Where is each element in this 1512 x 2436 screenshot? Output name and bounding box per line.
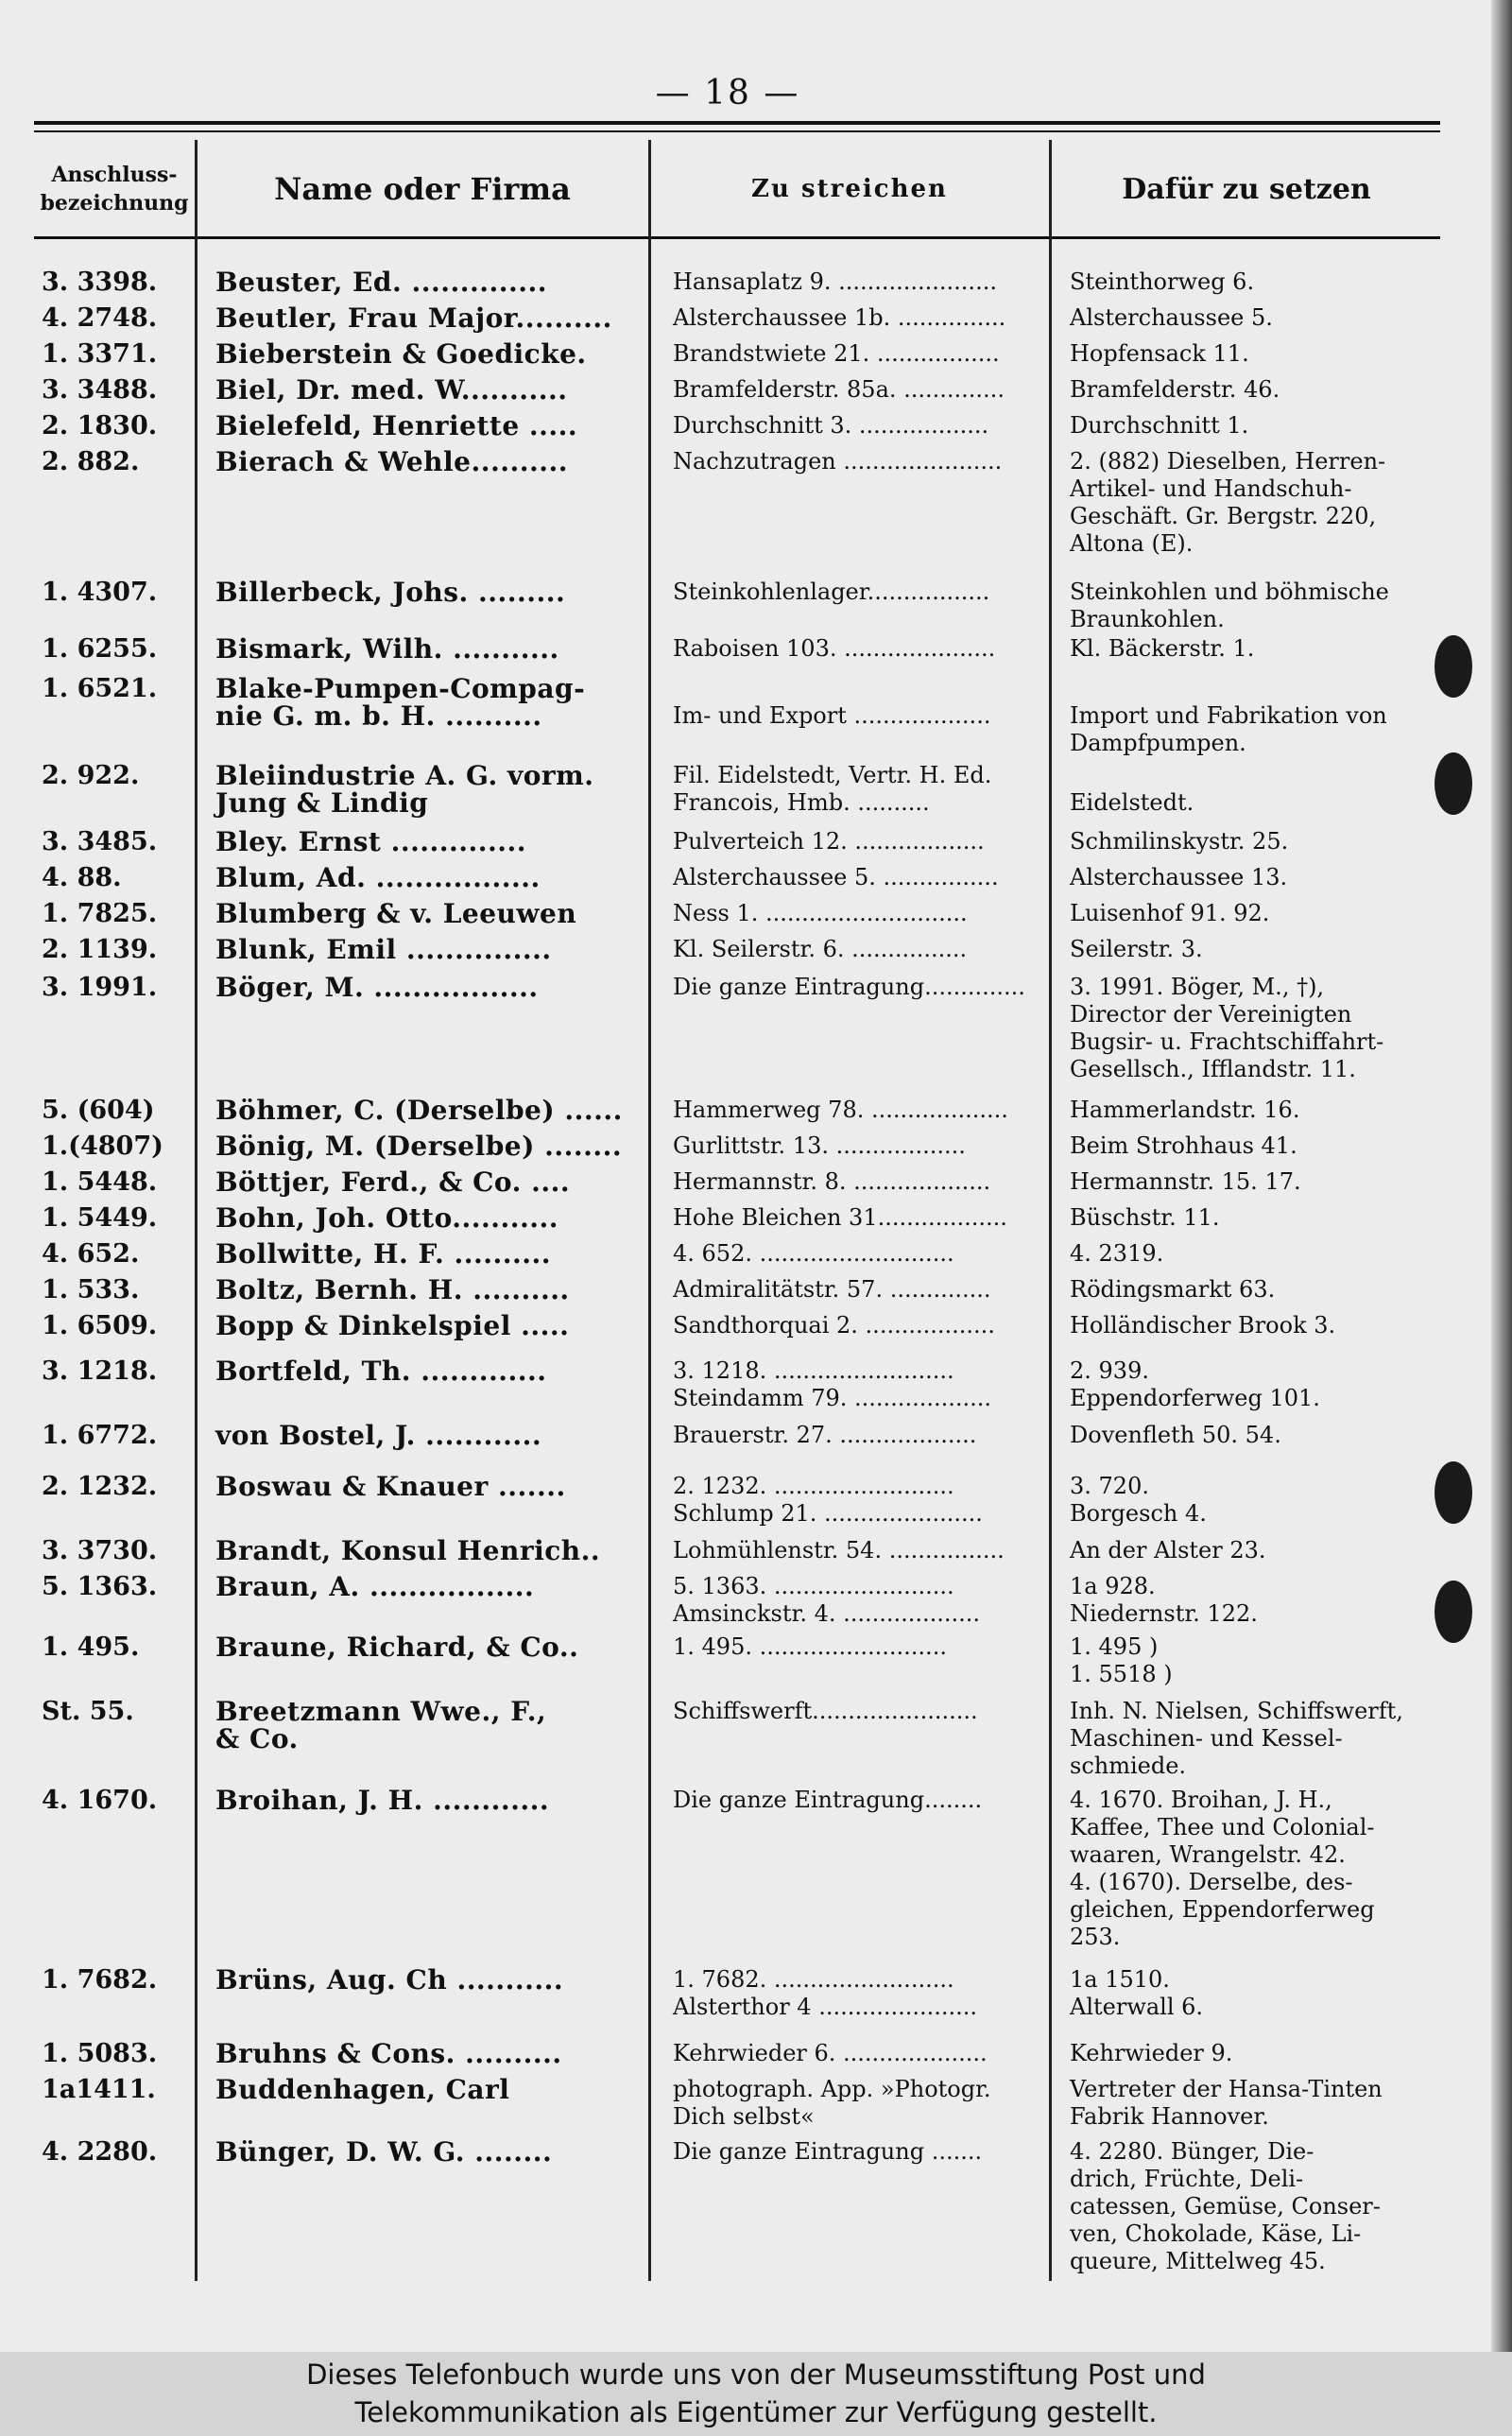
entry-name: Breetzmann Wwe., F., & Co.	[215, 1696, 547, 1754]
top-rule-thin	[34, 130, 1440, 132]
entry-zu-streichen: photograph. App. »Photogr. Dich selbst«	[673, 2076, 991, 2130]
entry-name: Bollwitte, H. F. ..........	[215, 1238, 552, 1270]
entry-zu-streichen: Ness 1. ............................	[673, 900, 968, 926]
entry-dafuer-zu-setzen: Import und Fabrikation von Dampfpumpen.	[1070, 702, 1387, 756]
entry-zu-streichen: Alsterchaussee 5. ................	[673, 864, 999, 890]
entry-dafuer-zu-setzen: Büschstr. 11.	[1070, 1204, 1220, 1231]
entry-name: Blake-Pumpen-Compag- nie G. m. b. H. ..........	[215, 673, 586, 732]
header-name: Name oder Firma	[274, 171, 571, 207]
entry-number: 5. (604)	[42, 1096, 155, 1125]
entry-number: 2. 1139.	[42, 935, 158, 964]
entry-dafuer-zu-setzen: An der Alster 23.	[1070, 1537, 1266, 1564]
entry-zu-streichen: Raboisen 103. .....................	[673, 635, 996, 662]
entry-number: 1. 6509.	[42, 1311, 158, 1340]
entry-name: Bohn, Joh. Otto...........	[215, 1202, 558, 1234]
entry-dafuer-zu-setzen: Beim Strohhaus 41.	[1070, 1132, 1297, 1159]
entry-number: St. 55.	[42, 1697, 134, 1726]
entry-zu-streichen: 2. 1232. ......................... Schlump 21. ......................	[673, 1473, 983, 1527]
top-rule	[34, 121, 1440, 125]
entry-zu-streichen: Fil. Eidelstedt, Vertr. H. Ed. Francois, Hmb. ..........	[673, 762, 992, 816]
entry-zu-streichen: 1. 495. ..........................	[673, 1633, 947, 1660]
entry-number: 3. 3488.	[42, 375, 158, 405]
page-number: — 18 —	[655, 74, 800, 112]
entry-zu-streichen: Kehrwieder 6. ....................	[673, 2040, 988, 2066]
entry-zu-streichen: Pulverteich 12. ..................	[673, 828, 985, 855]
entry-dafuer-zu-setzen: Alsterchaussee 5.	[1070, 304, 1273, 331]
entry-name: Billerbeck, Johs. .........	[215, 577, 566, 608]
entry-dafuer-zu-setzen: 2. (882) Dieselben, Herren- Artikel- und Handschuh- Geschäft. Gr. Bergstr. 220, Altona (E).	[1070, 448, 1386, 557]
entry-name: Braun, A. .................	[215, 1571, 535, 1602]
entry-zu-streichen: 1. 7682. ......................... Alsterthor 4 ......................	[673, 1966, 978, 2020]
entry-zu-streichen: Sandthorquai 2. ..................	[673, 1312, 995, 1339]
entry-name: Bierach & Wehle..........	[215, 446, 568, 477]
entry-name: Beutler, Frau Major..........	[215, 302, 612, 334]
entry-name: Bleiindustrie A. G. vorm. Jung & Lindig	[215, 760, 594, 819]
entry-name: Brandt, Konsul Henrich..	[215, 1535, 601, 1566]
entry-zu-streichen: 5. 1363. ......................... Amsinckstr. 4. ...................	[673, 1573, 981, 1627]
entry-dafuer-zu-setzen: 3. 720. Borgesch 4.	[1070, 1473, 1207, 1527]
page-edge-shadow	[1491, 0, 1512, 2352]
header-zu-streichen: Zu streichen	[751, 175, 948, 203]
entry-name: Bielefeld, Henriette .....	[215, 410, 578, 441]
entry-dafuer-zu-setzen: Seilerstr. 3.	[1070, 936, 1203, 962]
entry-dafuer-zu-setzen: Steinkohlen und böhmische Braunkohlen.	[1070, 579, 1389, 632]
entry-name: Böhmer, C. (Derselbe) ......	[215, 1095, 623, 1126]
entry-zu-streichen: Hansaplatz 9. ......................	[673, 268, 997, 295]
entry-number: 3. 1991.	[42, 973, 158, 1002]
entry-dafuer-zu-setzen: Inh. N. Nielsen, Schiffswerft, Maschinen- und Kessel- schmiede.	[1070, 1698, 1403, 1779]
entry-name: Beuster, Ed. ..............	[215, 267, 547, 298]
entry-dafuer-zu-setzen: Kehrwieder 9.	[1070, 2040, 1233, 2066]
entry-number: 1. 6521.	[42, 674, 158, 703]
entry-number: 3. 3730.	[42, 1536, 158, 1565]
entry-number: 2. 1830.	[42, 411, 158, 441]
entry-dafuer-zu-setzen: 1. 495 ) 1. 5518 )	[1070, 1633, 1173, 1687]
entry-number: 1. 3371.	[42, 339, 158, 369]
entry-zu-streichen: Gurlittstr. 13. ..................	[673, 1132, 966, 1159]
entry-zu-streichen: Nachzutragen ......................	[673, 448, 1003, 475]
entry-dafuer-zu-setzen: Vertreter der Hansa-Tinten Fabrik Hannover.	[1070, 2076, 1383, 2130]
entry-number: 3. 3398.	[42, 268, 158, 297]
entry-name: Böger, M. .................	[215, 972, 539, 1003]
entry-name: Bruhns & Cons. ..........	[215, 2038, 562, 2069]
entry-name: Bley. Ernst ..............	[215, 826, 527, 857]
entry-zu-streichen: Schiffswerft.......................	[673, 1698, 978, 1724]
entry-dafuer-zu-setzen: Schmilinskystr. 25.	[1070, 828, 1289, 855]
entry-number: 4. 1670.	[42, 1786, 158, 1815]
footer-notice	[0, 2352, 1512, 2436]
entry-dafuer-zu-setzen: Eidelstedt.	[1070, 789, 1194, 816]
entry-number: 2. 1232.	[42, 1472, 158, 1501]
entry-zu-streichen: Steinkohlenlager.................	[673, 579, 990, 605]
entry-zu-streichen: Hohe Bleichen 31..................	[673, 1204, 1007, 1231]
entry-name: von Bostel, J. ............	[215, 1420, 542, 1451]
entry-number: 1. 7682.	[42, 1965, 158, 1995]
entry-dafuer-zu-setzen: Holländischer Brook 3.	[1070, 1312, 1336, 1339]
entry-dafuer-zu-setzen: Alsterchaussee 13.	[1070, 864, 1288, 890]
entry-name: Bopp & Dinkelspiel .....	[215, 1310, 570, 1341]
entry-name: Buddenhagen, Carl	[215, 2074, 510, 2105]
entry-dafuer-zu-setzen: Steinthorweg 6.	[1070, 268, 1255, 295]
entry-name: Bieberstein & Goedicke.	[215, 338, 587, 370]
entry-dafuer-zu-setzen: 1a 928. Niedernstr. 122.	[1070, 1573, 1258, 1627]
entry-name: Bünger, D. W. G. ........	[215, 2136, 553, 2168]
entry-zu-streichen: Die ganze Eintragung........	[673, 1787, 983, 1813]
entry-number: 1. 495.	[42, 1633, 140, 1662]
header-rule	[34, 236, 1440, 239]
entry-dafuer-zu-setzen: Rödingsmarkt 63.	[1070, 1276, 1276, 1303]
entry-name: Bortfeld, Th. .............	[215, 1356, 547, 1387]
entry-name: Braune, Richard, & Co..	[215, 1632, 579, 1663]
entry-number: 4. 2748.	[42, 303, 158, 333]
entry-name: Boltz, Bernh. H. ..........	[215, 1274, 570, 1305]
entry-zu-streichen: Brauerstr. 27. ...................	[673, 1422, 977, 1448]
entry-number: 1. 6772.	[42, 1421, 158, 1450]
entry-zu-streichen: Lohmühlenstr. 54. ................	[673, 1537, 1005, 1564]
entry-zu-streichen: Brandstwiete 21. .................	[673, 340, 1000, 367]
entry-dafuer-zu-setzen: Kl. Bäckerstr. 1.	[1070, 635, 1255, 662]
entry-name: Böttjer, Ferd., & Co. ....	[215, 1166, 571, 1198]
entry-number: 2. 922.	[42, 761, 140, 790]
entry-zu-streichen: Alsterchaussee 1b. ...............	[673, 304, 1006, 331]
entry-name: Blum, Ad. .................	[215, 862, 541, 893]
entry-zu-streichen: Kl. Seilerstr. 6. ................	[673, 936, 968, 962]
entry-dafuer-zu-setzen: 3. 1991. Böger, M., †), Director der Vereinigten Bugsir- u. Frachtschiffahrt- Gesellsch., Ifflandstr. 11.	[1070, 974, 1384, 1082]
entry-dafuer-zu-setzen: 2. 939. Eppendorferweg 101.	[1070, 1357, 1320, 1411]
entry-name: Blumberg & v. Leeuwen	[215, 898, 577, 929]
entry-zu-streichen: 3. 1218. ......................... Steindamm 79. ...................	[673, 1357, 991, 1411]
entry-zu-streichen: Bramfelderstr. 85a. ..............	[673, 376, 1005, 403]
entry-number: 5. 1363.	[42, 1572, 158, 1601]
entry-name: Bönig, M. (Derselbe) ........	[215, 1131, 623, 1162]
entry-number: 4. 2280.	[42, 2137, 158, 2167]
header-anschluss: Anschluss- bezeichnung	[40, 163, 189, 216]
entry-number: 1. 5448.	[42, 1167, 158, 1197]
entry-zu-streichen: Die ganze Eintragung..............	[673, 974, 1025, 1000]
entry-dafuer-zu-setzen: Durchschnitt 1.	[1070, 412, 1249, 439]
entry-dafuer-zu-setzen: Hopfensack 11.	[1070, 340, 1249, 367]
entry-number: 1. 4307.	[42, 578, 158, 607]
entry-number: 1. 5083.	[42, 2039, 158, 2068]
entry-dafuer-zu-setzen: 4. 1670. Broihan, J. H., Kaffee, Thee und Colonial- waaren, Wrangelstr. 42. 4. (1670). Derselbe, des- gleichen, Eppendorferweg 253.	[1070, 1787, 1375, 1950]
entry-zu-streichen: Hammerweg 78. ...................	[673, 1097, 1008, 1123]
entry-number: 1. 533.	[42, 1275, 140, 1304]
entry-number: 4. 88.	[42, 863, 122, 892]
entry-name: Blunk, Emil ...............	[215, 934, 552, 965]
footer-text: Dieses Telefonbuch wurde uns von der Museumsstiftung Post und Telekommunikation als Eigentümer zur Verfügung gestellt.	[306, 2358, 1206, 2428]
entry-dafuer-zu-setzen: 4. 2280. Bünger, Die- drich, Früchte, Deli- catessen, Gemüse, Conser- ven, Chokolade, Käse, Li- queure, Mittelweg 45.	[1070, 2138, 1381, 2274]
entry-dafuer-zu-setzen: Dovenfleth 50. 54.	[1070, 1422, 1281, 1448]
entry-number: 1. 5449.	[42, 1203, 158, 1233]
entry-name: Biel, Dr. med. W...........	[215, 374, 568, 406]
entry-number: 1. 7825.	[42, 899, 158, 928]
entry-number: 1.(4807)	[42, 1132, 163, 1161]
entry-number: 1a1411.	[42, 2075, 156, 2104]
entry-dafuer-zu-setzen: 4. 2319.	[1070, 1240, 1164, 1267]
entry-dafuer-zu-setzen: Luisenhof 91. 92.	[1070, 900, 1270, 926]
entry-name: Boswau & Knauer .......	[215, 1471, 566, 1502]
entry-number: 4. 652.	[42, 1239, 140, 1269]
entry-zu-streichen: Admiralitätstr. 57. ..............	[673, 1276, 991, 1303]
entry-name: Broihan, J. H. ............	[215, 1785, 550, 1816]
entry-number: 1. 6255.	[42, 634, 158, 664]
entry-zu-streichen: Durchschnitt 3. ..................	[673, 412, 989, 439]
entry-dafuer-zu-setzen: 1a 1510. Alterwall 6.	[1070, 1966, 1204, 2020]
entry-zu-streichen: Hermannstr. 8. ...................	[673, 1168, 991, 1195]
entry-zu-streichen: Die ganze Eintragung .......	[673, 2138, 983, 2165]
entry-number: 3. 3485.	[42, 827, 158, 856]
entry-number: 2. 882.	[42, 447, 140, 476]
entry-number: 3. 1218.	[42, 1356, 158, 1386]
entry-name: Brüns, Aug. Ch ...........	[215, 1964, 564, 1995]
header-dafuer-zu-setzen: Dafür zu setzen	[1122, 172, 1371, 206]
entry-zu-streichen: 4. 652. ...........................	[673, 1240, 954, 1267]
entry-dafuer-zu-setzen: Hammerlandstr. 16.	[1070, 1097, 1300, 1123]
entry-zu-streichen: Im- und Export ...................	[673, 702, 991, 729]
entry-dafuer-zu-setzen: Bramfelderstr. 46.	[1070, 376, 1280, 403]
entry-dafuer-zu-setzen: Hermannstr. 15. 17.	[1070, 1168, 1301, 1195]
entry-name: Bismark, Wilh. ...........	[215, 633, 559, 665]
